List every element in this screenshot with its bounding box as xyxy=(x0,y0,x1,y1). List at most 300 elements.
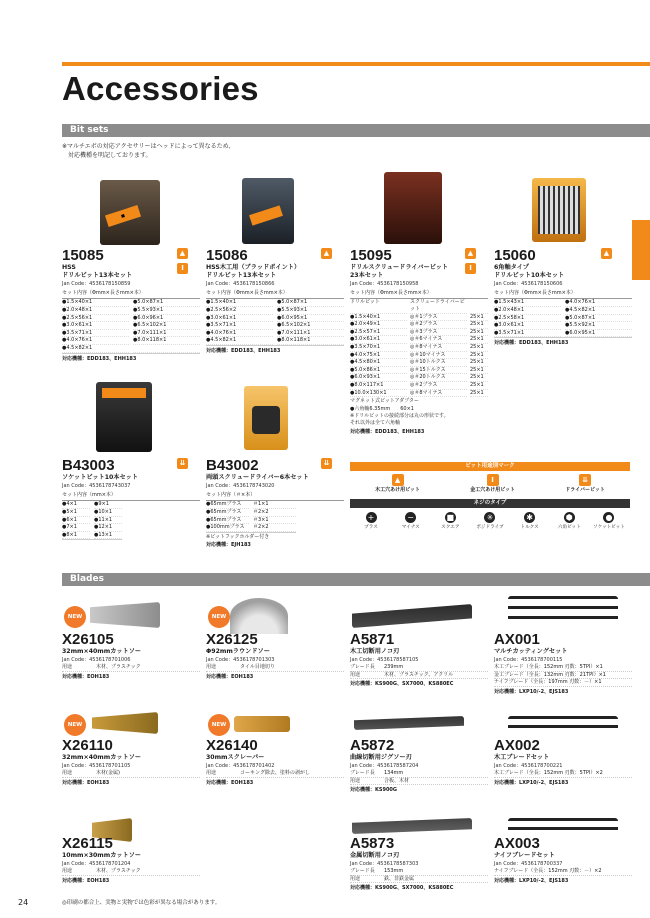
compat-models: 対応機種：EDD183、EHH183 xyxy=(206,347,281,354)
wood-drill-icon: ▲ xyxy=(392,474,404,486)
socket-icon: ● xyxy=(603,512,614,523)
spec-cell: 25×1 xyxy=(470,374,488,382)
product-code: 15086 xyxy=(206,247,248,264)
spec-cell: ●2.0×49×1 xyxy=(350,321,407,329)
product-name: 23本セット xyxy=(350,272,384,279)
product-name: 32mm×40mmカットソー xyxy=(62,754,142,761)
product-name: ソケットビット10本セット xyxy=(62,474,139,481)
jan-code: Jan Code：4536178150958 xyxy=(350,281,419,287)
spec-cell: ●3.5×71×1 xyxy=(206,322,273,330)
product-image-B43003 xyxy=(96,382,152,452)
spec-cell: ●3.0×61×1 xyxy=(494,322,561,330)
product-X26115 xyxy=(62,836,200,885)
spec-row xyxy=(206,664,344,672)
compat-models: 対応機種：EDD183、EHH183 xyxy=(494,340,569,347)
page-number: 24 xyxy=(18,898,29,907)
spec-cell: 25×1 xyxy=(470,336,488,344)
spec-value: 木材(金属) xyxy=(96,770,120,777)
spec-cell: ●8.0×118×1 xyxy=(133,337,200,345)
spec-label: 用途 xyxy=(206,770,217,777)
legend-label: 金工穴あけ用ビット xyxy=(470,487,516,493)
spec-cell: ＃2×2 xyxy=(253,524,296,532)
wood-drill-icon: ▲ xyxy=(465,248,476,259)
product-name: HSS木工用（ブラッドポイント） xyxy=(206,264,301,271)
spec-cell: ●4.0×76×1 xyxy=(62,337,129,345)
product-image-A5872 xyxy=(354,716,464,730)
product-A5873 xyxy=(350,836,488,893)
jan-code: Jan Code：4536178587303 xyxy=(350,861,419,867)
wood-drill-icon: ▲ xyxy=(321,248,332,259)
spec-row xyxy=(350,868,488,876)
note-line: ※マルチエボの対応アクセサリーはヘッドによって異なるため、 xyxy=(62,143,235,150)
compat-models: 対応機種：EOH183 xyxy=(206,673,254,680)
product-image-15085 xyxy=(100,180,160,245)
product-code: AX001 xyxy=(494,631,540,648)
product-name: ドリルビット13本セット xyxy=(206,272,277,279)
screw-label: トルクス xyxy=(520,525,539,530)
product-name: 30mmスクレーパー xyxy=(206,754,265,761)
spec-value: 鉄、非鉄金属 xyxy=(384,875,415,882)
spec-cell: ●6.0×95×1 xyxy=(565,330,632,338)
drill-bits-icon xyxy=(538,186,580,234)
product-A5871 xyxy=(350,632,488,689)
spec-cell: ●3.0×61×1 xyxy=(206,315,273,323)
spec-cell: ●65mmプラス xyxy=(206,517,249,525)
hex-adapter: ●六角軸6.35mm 60×1 xyxy=(350,405,414,412)
spec-heading: セット内容（mm×本） xyxy=(62,492,200,501)
product-image-X26125 xyxy=(230,598,288,634)
spec-cell: ●4.5×82×1 xyxy=(206,337,273,345)
jan-code: Jan Code：4536178701303 xyxy=(206,657,275,663)
product-A5872 xyxy=(350,738,488,795)
spec-grid xyxy=(206,299,344,346)
driver-bit-icon: ⇊ xyxy=(579,474,591,486)
screw-label: マイナス xyxy=(401,525,420,530)
spec-value: 木材、プラスチック、アクリル xyxy=(384,671,454,678)
spec-cell: ◎＃8マイナス xyxy=(410,344,467,352)
new-badge: NEW xyxy=(64,606,86,628)
product-code: AX003 xyxy=(494,835,540,852)
legend-marks xyxy=(350,471,630,497)
spec-heading: セット内容（Φmm×長さmm×本） xyxy=(206,290,344,299)
compat-models: 対応機種：EOH183 xyxy=(62,877,110,884)
spec-cell: ●2.0×48×1 xyxy=(494,307,561,315)
jan-code: Jan Code：4536178701204 xyxy=(62,861,131,867)
product-code: 15095 xyxy=(350,247,392,264)
product-name: 金属切断用ノコ刃 xyxy=(350,852,400,859)
spec-cell: ●65mmプラス xyxy=(206,501,249,509)
product-code: A5871 xyxy=(350,631,395,648)
spec-row xyxy=(350,664,488,672)
spec-heading: セット内容（＃×本） xyxy=(206,492,344,501)
spec-value: 239mm xyxy=(384,664,404,671)
product-X26125 xyxy=(206,632,344,681)
spec-cell xyxy=(133,345,200,353)
spec-cell: ●4.5×82×1 xyxy=(565,307,632,315)
product-name: Φ92mmラウンドソー xyxy=(206,648,270,655)
product-name: 6角軸タイプ xyxy=(494,264,529,271)
jan-code: Jan Code：4536178587105 xyxy=(350,657,419,663)
top-rule xyxy=(62,62,650,66)
compat-models: 対応機種：EOH183 xyxy=(206,779,254,786)
spec-cell: ●100mmプラス xyxy=(206,524,249,532)
spec-cell: ◎＃3プラス xyxy=(410,329,467,337)
spec-label: 用途 xyxy=(350,875,361,882)
spec-label: 木工ブレード（全長：152mm 刃数：5TPI）×1 xyxy=(494,664,603,671)
product-image-X26140 xyxy=(234,716,290,732)
spec-cell: ●1.5×40×1 xyxy=(206,299,273,307)
spec-cell: ●7.0×111×1 xyxy=(277,330,344,338)
spec-label: 用途 xyxy=(350,671,361,678)
spec-row xyxy=(62,664,200,672)
spec-row xyxy=(206,770,344,778)
driver-bit-icon: ⇊ xyxy=(321,458,332,469)
brand-logo-icon xyxy=(102,388,146,398)
screw-label: スクエア xyxy=(441,525,460,530)
spec-label: ブレード長 xyxy=(350,770,375,777)
product-image-X26105 xyxy=(90,602,160,628)
product-B43003 xyxy=(62,458,200,540)
new-badge: NEW xyxy=(208,714,230,736)
spec-heading: セット内容（Φmm×長さmm×本） xyxy=(62,290,200,299)
screw-minus xyxy=(394,512,428,531)
spec-cell: ●2.5×56×1 xyxy=(62,315,129,323)
spec-cell: ●1.5×40×1 xyxy=(350,314,407,322)
spec-cell: 25×1 xyxy=(470,329,488,337)
phillips-icon: + xyxy=(366,512,377,523)
spec-cell: ●9×1 xyxy=(94,501,122,509)
spec-cell: ●8.0×117×1 xyxy=(350,382,407,390)
spec-row xyxy=(350,876,488,884)
spec-value: 木材、プラスチック xyxy=(96,664,141,671)
product-code: A5873 xyxy=(350,835,395,852)
footer-note: ◎印刷の都合上、実物と実物では色彩が異なる場合があります。 xyxy=(62,900,221,906)
spec-cell: ◎＃10マイナス xyxy=(410,352,467,360)
page-title: Accessories xyxy=(62,70,259,107)
spec-cell: ◎＃6マイナス xyxy=(410,336,467,344)
product-15060 xyxy=(494,248,632,348)
screw-square xyxy=(433,512,467,531)
product-name: ドリルビット13本セット xyxy=(62,272,133,279)
spec-label: ブレード長 xyxy=(350,868,375,875)
product-AX002 xyxy=(494,738,632,787)
product-code: B43002 xyxy=(206,457,259,474)
spec-cell: ●11×1 xyxy=(94,517,122,525)
spec-value: タイル目地切り xyxy=(240,664,275,671)
section-bar-blades: Blades xyxy=(62,573,650,586)
spec-grid xyxy=(350,314,488,398)
torx-icon: ✱ xyxy=(524,512,535,523)
spec-cell: ●1.5×43×1 xyxy=(494,299,561,307)
product-name: 両頭スクリュードライバー6本セット xyxy=(206,474,309,481)
spec-cell: ●2.5×57×1 xyxy=(350,329,407,337)
spec-cell: 25×1 xyxy=(470,390,488,398)
metal-drill-icon: Ⅰ xyxy=(465,263,476,274)
compat-models: 対応機種：LXP10/-2、EJS183 xyxy=(494,688,569,695)
brand-logo-icon: ■ xyxy=(105,205,141,227)
compat-models: 対応機種：EJH183 xyxy=(206,542,251,549)
spec-columns xyxy=(350,299,488,313)
spec-cell: ●4.0×76×1 xyxy=(565,299,632,307)
spec-cell: ＃2×2 xyxy=(253,509,296,517)
product-code: 15085 xyxy=(62,247,104,264)
spec-cell: ◎＃10トルクス xyxy=(410,359,467,367)
legend-metal xyxy=(470,474,515,494)
side-tab xyxy=(632,220,650,280)
spec-cell: ◎＃2プラス xyxy=(410,382,467,390)
jan-code: Jan Code：4536178587204 xyxy=(350,763,419,769)
jan-code: Jan Code：4536178743037 xyxy=(62,483,131,489)
spec-cell: ●2.5×58×1 xyxy=(494,315,561,323)
spec-cell: ●3.0×61×1 xyxy=(62,322,129,330)
metal-drill-icon: Ⅰ xyxy=(177,263,188,274)
product-image-15095 xyxy=(384,172,442,244)
product-AX003 xyxy=(494,836,632,885)
compat-models: 対応機種：LXP10/-2、EJS183 xyxy=(494,779,569,786)
hex-icon: ⬢ xyxy=(564,512,575,523)
spec-cell: ●12×1 xyxy=(94,524,122,532)
jan-code: Jan Code：4536178700337 xyxy=(494,861,563,867)
screw-hex xyxy=(552,512,586,531)
product-image-A5871 xyxy=(352,604,472,628)
spec-row xyxy=(494,679,632,687)
spec-cell: ●10.0×130×1 xyxy=(350,390,407,398)
spec-grid xyxy=(62,501,122,540)
spec-cell: ●7.0×111×1 xyxy=(133,330,200,338)
spec-cell: ＃1×1 xyxy=(253,501,296,509)
new-badge: NEW xyxy=(64,714,86,736)
spec-cell: ●3.5×71×1 xyxy=(494,330,561,338)
product-code: X26105 xyxy=(62,631,114,648)
product-code: B43003 xyxy=(62,457,115,474)
spec-label: ブレード長 xyxy=(350,664,375,671)
spec-cell: ●3.5×70×1 xyxy=(350,344,407,352)
note-line: 対応機種を明記しております。 xyxy=(68,152,152,159)
spec-cell: ●6.0×93×1 xyxy=(350,374,407,382)
product-image-AX001 xyxy=(508,596,618,626)
spec-cell: ◎＃20トルクス xyxy=(410,374,467,382)
product-15095 xyxy=(350,248,488,436)
legend-driver xyxy=(565,474,605,494)
spec-cell: ●1.5×40×1 xyxy=(62,299,129,307)
spec-cell: ●4.5×82×1 xyxy=(62,345,129,353)
screw-plus xyxy=(354,512,388,531)
product-name: 32mm×40mmカットソー xyxy=(62,648,142,655)
wood-drill-icon: ▲ xyxy=(601,248,612,259)
compat-models: 対応機種：LXP10/-2、EJS183 xyxy=(494,877,569,884)
spec-grid xyxy=(206,501,296,532)
spec-cell: ●65mmプラス xyxy=(206,509,249,517)
spec-cell: ●6.0×95×1 xyxy=(277,315,344,323)
product-X26105 xyxy=(62,632,200,681)
spec-note: ※ビットフックホルダー付き xyxy=(206,533,270,540)
screw-label: 六角ビット xyxy=(557,525,581,530)
section-bar-bit-sets: Bit sets xyxy=(62,124,650,137)
product-name: マルチカッティングセット xyxy=(494,648,568,655)
spec-cell: ●6×1 xyxy=(62,517,90,525)
spec-row xyxy=(350,672,488,680)
product-name: ドリルビット10本セット xyxy=(494,272,565,279)
spec-heading: セット内容（Φmm×長さmm×本） xyxy=(494,290,632,299)
compat-models: 対応機種：KS900G、SX7000、KS880EC xyxy=(350,885,454,892)
legend xyxy=(350,462,630,535)
pozidriv-icon: ✳ xyxy=(484,512,495,523)
spec-cell: ◎＃2プラス xyxy=(410,321,467,329)
compat-models: 対応機種：EDD183、EHH183 xyxy=(62,355,137,362)
jan-code: Jan Code：4536178700115 xyxy=(494,657,563,663)
product-code: AX002 xyxy=(494,737,540,754)
product-code: X26115 xyxy=(62,835,113,852)
compat-models: 対応機種：KS900G、SX7000、KS880EC xyxy=(350,681,454,688)
jan-code: Jan Code：4536178700221 xyxy=(494,763,563,769)
spec-cell: ●2.5×56×2 xyxy=(206,307,273,315)
screwdriver-holder-icon xyxy=(252,406,280,434)
spec-cell: ◎＃15トルクス xyxy=(410,367,467,375)
square-drive-icon: ■ xyxy=(446,513,455,522)
spec-cell: ●5.5×93×1 xyxy=(277,307,344,315)
spec-cell: ●4.0×76×1 xyxy=(206,330,273,338)
spec-cell: 25×1 xyxy=(470,321,488,329)
spec-cell: ●5.5×92×1 xyxy=(565,322,632,330)
product-image-A5873 xyxy=(352,818,472,834)
spec-heading: セット内容（Φmm×長さmm×本） xyxy=(350,290,488,299)
spec-cell: 25×1 xyxy=(470,314,488,322)
spec-value: コーキング除去、塗料の剥がし xyxy=(240,770,310,777)
spec-value: 合板、木材 xyxy=(384,777,410,784)
spec-row xyxy=(494,770,632,778)
spec-label: 用途 xyxy=(62,868,73,875)
spec-cell: ●7×1 xyxy=(62,524,90,532)
jan-code: Jan Code：4536178743020 xyxy=(206,483,275,489)
screw-pozi xyxy=(473,512,507,531)
product-name: 10mm×30mmカットソー xyxy=(62,852,142,859)
screw-label: ソケットビット xyxy=(593,525,625,530)
compat-models: 対応機種：EOH183 xyxy=(62,779,110,786)
screw-torx xyxy=(513,512,547,531)
product-image-15060 xyxy=(532,178,586,242)
spec-grid xyxy=(62,299,200,353)
spec-cell: ●5.0×87×1 xyxy=(133,299,200,307)
spec-cell: 25×1 xyxy=(470,382,488,390)
spec-cell: 25×1 xyxy=(470,359,488,367)
spec-cell: ●6.5×102×1 xyxy=(133,322,200,330)
spec-label: 木工ブレード（全長：152mm 刃数：5TPI）×2 xyxy=(494,770,603,777)
product-image-AX002 xyxy=(508,716,618,734)
product-X26110 xyxy=(62,738,200,787)
spec-cell: ●5.5×93×1 xyxy=(133,307,200,315)
jan-code: Jan Code：4536178701006 xyxy=(62,657,131,663)
spec-cell: ●3.5×71×1 xyxy=(62,330,129,338)
spec-cell: ●6.5×102×1 xyxy=(277,322,344,330)
spec-row xyxy=(494,868,632,876)
spec-cell: ●10×1 xyxy=(94,509,122,517)
spec-cell: ●8×1 xyxy=(62,532,90,540)
product-B43002 xyxy=(206,458,344,549)
column-header: ドリルビット xyxy=(350,299,407,313)
spec-label: 用途 xyxy=(62,664,73,671)
product-code: X26110 xyxy=(62,737,113,754)
spec-cell: ●4.0×75×1 xyxy=(350,352,407,360)
jan-code: Jan Code：4536178150606 xyxy=(494,281,563,287)
spec-cell: 25×1 xyxy=(470,367,488,375)
product-X26140 xyxy=(206,738,344,787)
spec-cell: ＃3×1 xyxy=(253,517,296,525)
spec-row xyxy=(494,664,632,672)
product-name: HSS xyxy=(62,264,76,271)
screw-label: プラス xyxy=(364,525,378,530)
spec-cell: 25×1 xyxy=(470,352,488,360)
spec-cell: ●5.0×87×1 xyxy=(565,315,632,323)
column-header xyxy=(470,299,488,313)
spec-label: ナイフブレード（全長：197mm 刃数：－）×1 xyxy=(494,679,602,686)
legend-label: ドライバービット xyxy=(565,487,605,493)
spec-cell: ●8.0×118×1 xyxy=(277,337,344,345)
spec-note: ※ドリルビットの接続部分は丸の形状です。 xyxy=(350,412,449,419)
product-image-15086 xyxy=(242,178,294,244)
metal-drill-icon: Ⅰ xyxy=(487,474,499,486)
spec-cell: ◎＃8マイナス xyxy=(410,390,467,398)
product-code: 15060 xyxy=(494,247,536,264)
spec-value: 木材、プラスチック xyxy=(96,868,141,875)
spec-cell: ●2.0×48×1 xyxy=(62,307,129,315)
jan-code: Jan Code：4536178701105 xyxy=(62,763,131,769)
compat-models: 対応機種：EOH183 xyxy=(62,673,110,680)
jan-code: Jan Code：4536178701402 xyxy=(206,763,275,769)
spec-row xyxy=(62,770,200,778)
screw-label: ポジドライブ xyxy=(476,525,504,530)
spec-label: ナイフブレード（全長：152mm 刃数：－）×2 xyxy=(494,868,602,875)
screw-type-title: ネジのタイプ xyxy=(350,499,630,508)
product-AX001 xyxy=(494,632,632,696)
product-name: 木工切断用ノコ刃 xyxy=(350,648,400,655)
spec-cell: ●13×1 xyxy=(94,532,122,540)
legend-label: 木工穴あけ用ビット xyxy=(375,487,420,493)
product-code: X26140 xyxy=(206,737,258,754)
spec-label: 用途 xyxy=(62,770,73,777)
product-code: X26125 xyxy=(206,631,258,648)
legend-title: ビット用途別マーク xyxy=(350,462,630,471)
spec-label: 用途 xyxy=(350,777,361,784)
spec-grid xyxy=(494,299,632,338)
spec-label: 用途 xyxy=(206,664,217,671)
new-badge: NEW xyxy=(208,606,230,628)
product-15086 xyxy=(206,248,344,355)
product-image-B43002 xyxy=(244,386,288,450)
screw-socket xyxy=(592,512,626,531)
spec-cell: ●6.0×96×1 xyxy=(133,315,200,323)
jan-code: Jan Code：4536178150866 xyxy=(206,281,275,287)
spec-cell: ●3.0×61×1 xyxy=(350,336,407,344)
slotted-icon: − xyxy=(405,512,416,523)
spec-cell: ◎＃1プラス xyxy=(410,314,467,322)
spec-cell: ●4.5×80×1 xyxy=(350,359,407,367)
spec-cell: ●4×1 xyxy=(62,501,90,509)
spec-row xyxy=(350,770,488,778)
spec-label: 金工ブレード（全長：132mm 刃数：21TPI）×1 xyxy=(494,671,606,678)
spec-row xyxy=(350,778,488,786)
driver-bit-icon: ⇊ xyxy=(177,458,188,469)
legend-wood xyxy=(375,474,420,494)
product-name: 木工ブレードセット xyxy=(494,754,550,761)
column-header: スクリュードライバービット xyxy=(410,299,467,313)
spec-value: 153mm xyxy=(384,868,404,875)
compat-note xyxy=(62,142,322,160)
spec-cell: 25×1 xyxy=(470,344,488,352)
product-name: 曲線切断用ジグソー刃 xyxy=(350,754,412,761)
jan-code: Jan Code：4536178150859 xyxy=(62,281,131,287)
spec-note: それ以外は全て六角軸 xyxy=(350,420,401,427)
screw-types xyxy=(350,508,630,535)
